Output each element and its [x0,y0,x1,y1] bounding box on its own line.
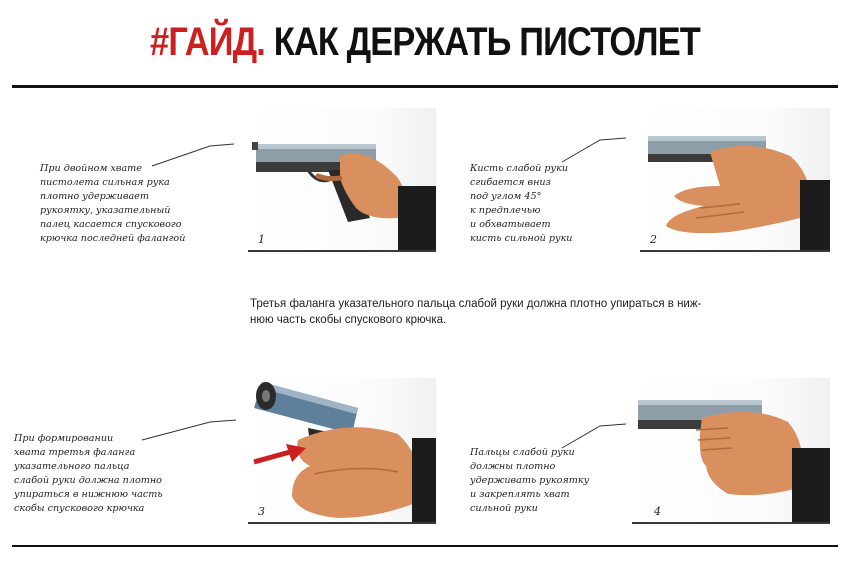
pointer-line-2 [560,134,630,164]
title-text: КАК ДЕРЖАТЬ ПИСТОЛЕТ [273,20,700,64]
page-title [60,18,791,66]
caption-line: плотно удерживает [40,191,149,202]
caption-panel-3 [14,432,163,516]
photo-panel-4 [632,378,830,524]
caption-line: При формировании [14,433,114,444]
hand-grip-illustration-4 [632,378,830,524]
caption-line: кисть сильной руки [470,233,573,244]
caption-line: указательного пальца [14,461,130,472]
caption-line: к предплечью [470,205,541,216]
photo-panel-1 [248,108,436,252]
caption-line: слабой руки должна плотно [14,475,162,486]
pointer-line-1 [150,138,240,168]
top-divider [12,85,838,88]
caption-line: и обхватывает [470,219,551,230]
panel-baseline [248,522,436,524]
caption-line: скобы спускового крючка [14,503,145,514]
pointer-line-3 [140,414,240,444]
hand-grip-illustration-2 [640,108,830,252]
caption-line: Пальцы слабой руки [470,447,575,458]
middle-note [250,296,830,328]
panel-number: 1 [258,233,265,246]
hashtag-label: #ГАЙД. [150,20,265,64]
caption-line: рукоятку, указательный [40,205,171,216]
caption-line: удерживать рукоятку [470,475,590,486]
panel-baseline [632,522,830,524]
panel-number: 2 [650,233,657,246]
bottom-divider [12,545,838,547]
caption-line: пистолета сильная рука [40,177,170,188]
panel-baseline [248,250,436,252]
pointer-line-4 [560,420,630,450]
photo-panel-2 [640,108,830,252]
note-line: Третья фаланга указательного пальца слабой руки должна плотно упираться в ниж- [250,298,702,310]
note-line: нюю часть скобы спускового крючка. [250,314,447,326]
caption-line: сгибается вниз [470,177,551,188]
red-arrow-icon [252,442,308,468]
hand-grip-illustration-1 [248,108,436,252]
caption-line: должны плотно [470,461,556,472]
caption-line: упираться в нижнюю часть [14,489,163,500]
caption-line: При двойном хвате [40,163,142,174]
caption-line: крючка последней фалангой [40,233,186,244]
panel-number: 3 [258,505,265,518]
caption-line: Кисть слабой руки [470,163,569,174]
caption-line: хвата третья фаланга [14,447,136,458]
caption-line: под углом 45° [470,191,542,202]
panel-baseline [640,250,830,252]
caption-panel-4 [470,446,589,516]
caption-panel-1 [40,162,185,246]
caption-line: палец касается спускового [40,219,182,230]
panel-number: 4 [654,505,661,518]
caption-line: и закреплять хват [470,489,570,500]
caption-line: сильной руки [470,503,538,514]
caption-panel-2 [470,162,572,246]
